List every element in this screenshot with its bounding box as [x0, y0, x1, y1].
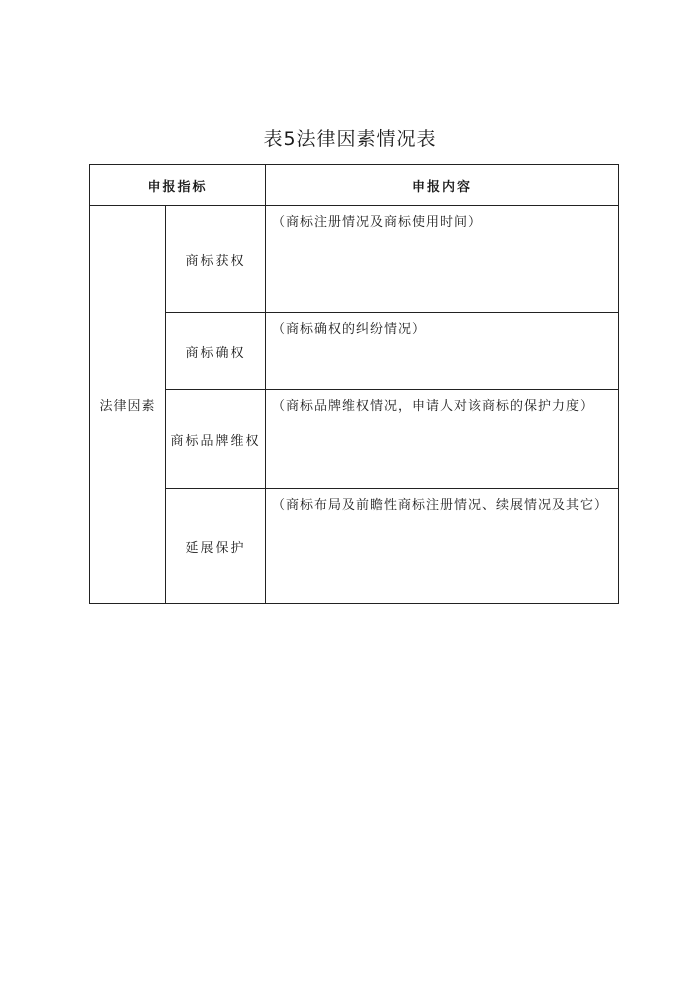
table-row — [90, 313, 619, 390]
item-cell: 延展保护 — [166, 489, 266, 604]
content-cell: （商标品牌维权情况，申请人对该商标的保护力度） — [266, 390, 619, 489]
item-cell: 商标确权 — [166, 313, 266, 390]
table-row — [90, 489, 619, 604]
table-header-row — [90, 165, 619, 206]
item-cell: 商标品牌维权 — [166, 390, 266, 489]
content-cell: （商标布局及前瞻性商标注册情况、续展情况及其它） — [266, 489, 619, 604]
header-indicator: 申报指标 — [90, 165, 266, 206]
content-cell: （商标注册情况及商标使用时间） — [266, 206, 619, 313]
category-cell: 法律因素 — [90, 206, 166, 604]
table-row — [90, 390, 619, 489]
content-cell: （商标确权的纠纷情况） — [266, 313, 619, 390]
item-cell: 商标获权 — [166, 206, 266, 313]
page-title: 表5法律因素情况表 — [263, 128, 437, 150]
header-content: 申报内容 — [266, 165, 619, 206]
legal-factors-table — [89, 164, 619, 604]
table-row — [90, 206, 619, 313]
